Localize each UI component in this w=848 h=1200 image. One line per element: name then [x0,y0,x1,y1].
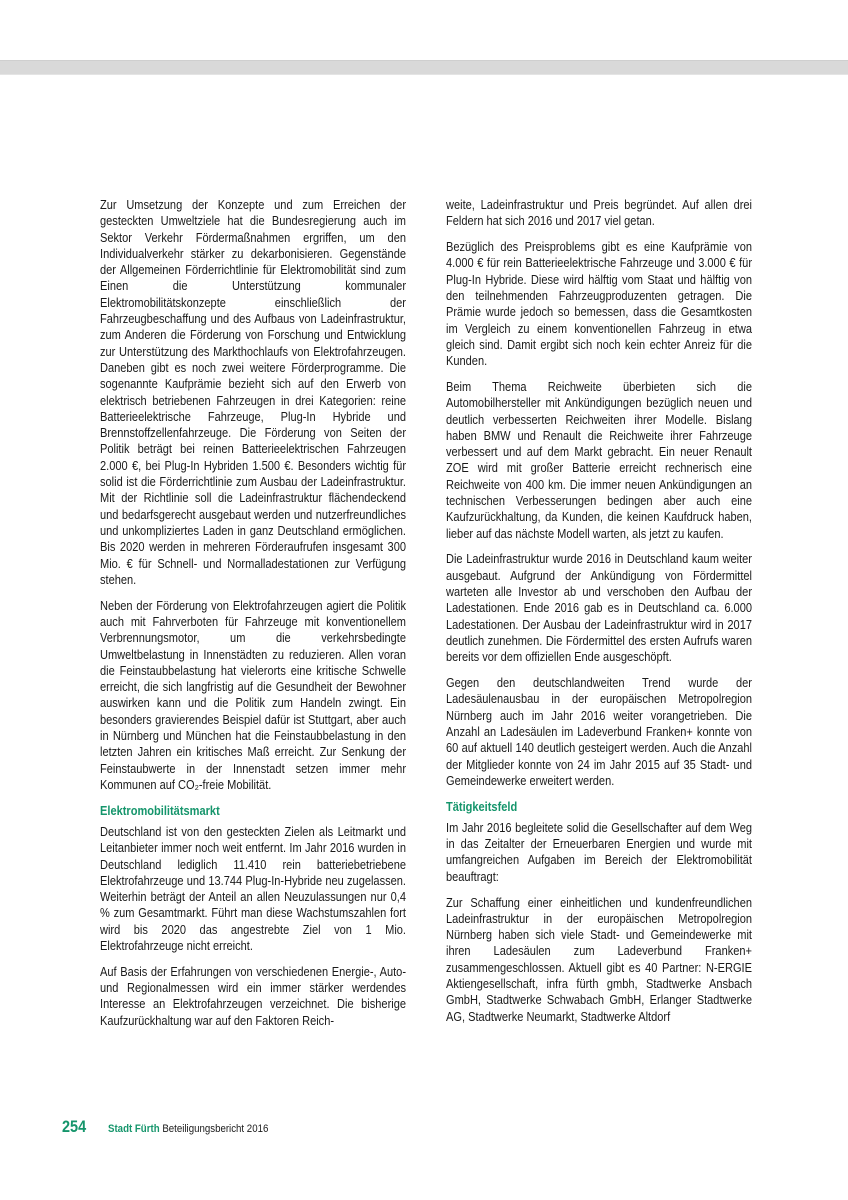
section-heading: Tätigkeitsfeld [446,798,518,814]
paragraph: weite, Ladeinfrastruktur und Preis begründet. Auf allen drei Feldern hat sich 2016 und 2017 viel getan. [446,197,752,229]
paragraph: Die Ladeinfrastruktur wurde 2016 in Deutschland kaum weiter ausgebaut. Aufgrund der Ankündigung von Fördermittel warteten alle Investor ab und verschoben den Aufbau der Ladestationen. Ende 2016 gab es in Deutschland ca. 6.000 Ladestationen. Der Ausbau der Ladeinfrastruktur wird in 2017 deutlich zunehmen. Die Fördermittel des ersten Aufrufs waren bereits vor dem offiziellen Ende ausgeschöpft. [446,551,752,665]
footer-text [108,1123,268,1135]
paragraph: Bezüglich des Preisproblems gibt es eine Kaufprämie von 4.000 € für rein Batterieelektrische Fahrzeuge und 3.000 € für Plug-In Hybride. Diese wird hälftig vom Staat und hälftig von den teilnehmenden Fahrzeugproduzenten getragen. Die Prämie wurde jedoch so bemessen, dass die Gesamtkosten im Vergleich zu einem konventionellen Fahrzeug in etwa gleich sind. Damit ergibt sich noch kein echter Anreiz für die Kunden. [446,239,752,369]
page-number: 254 [62,1117,87,1136]
section-heading: Elektromobilitätsmarkt [100,802,220,818]
paragraph: Zur Schaffung einer einheitlichen und kundenfreundlichen Ladeinfrastruktur in der europäischen Metropolregion Nürnberg haben sich viele Stadt- und Gemeindewerke mit ihren Ladesäulen zum Ladeverbund Franken+ zusammengeschlossen. Aktuell gibt es 40 Partner: N-ERGIE Aktiengesellschaft, infra fürth gmbh, Stadtwerke Ansbach GmbH, Stadtwerke Schwabach GmbH, Erlanger Stadtwerke AG, Stadtwerke Neumarkt, Stadtwerke Altdorf [446,894,752,1024]
footer-title: Beteiligungsbericht 2016 [162,1123,269,1135]
footer-publisher: Stadt Fürth [108,1123,161,1135]
paragraph: Deutschland ist von den gesteckten Zielen als Leitmarkt und Leitanbieter immer noch weit entfernt. Im Jahr 2016 wurden in Deutschland lediglich 11.410 rein batteriebetriebene Elektrofahrzeuge und 13.744 Plug-In-Hybride neu zugelassen. Weiterhin beträgt der Anteil an allen Neuzulassungen nur 0,4 % zum Gesamtmarkt. Führt man diese Wachstumszahlen fort wird bis 2020 das angestrebte Ziel von 1 Mio. Elektrofahrzeuge nicht erreicht. [100,823,406,954]
page-footer [62,1117,291,1137]
right-column [446,197,752,1034]
paragraph: Neben der Förderung von Elektrofahrzeugen agiert die Politik auch mit Fahrverboten für Fahrzeuge mit konventionellem Verbrennungsmotor, um die verkehrsbedingte Umweltbelastung in Innenstädten zu reduzieren. Allen voran die Feinstaubbelastung hat vielerorts eine kritische Schwelle erreicht, die sich langfristig auf die Gesundheit der Bewohner auswirken kann und die Politik zum Handeln zwingt. Ein besonders gravierendes Beispiel dafür ist Stuttgart, aber auch in Nürnberg und München hat die Feinstaubbelastung in den letzten Jahren ein kritisches Maß erreicht. Zur Senkung der Feinstaubwerte in der Innenstadt setzen immer mehr Kommunen auf CO₂-freie Mobilität. [100,597,406,792]
paragraph: Zur Umsetzung der Konzepte und zum Erreichen der gesteckten Umweltziele hat die Bundesregierung auch im Sektor Verkehr Fördermaßnahmen ergriffen, um den Individualverkehr stärker zu dekarbonisieren. Gegenstände der Allgemeinen Förderrichtlinie für Elektromobilität sind zum Einen die Unterstützung kommunaler Elektromobilitätskonzepte einschließlich der Fahrzeugbeschaffung und des Aufbaus von Ladeinfrastruktur, zum Anderen die Förderung von Forschung und Entwicklung zur Unterstützung des Markthochlaufs von Elektrofahrzeugen. Daneben gibt es noch zwei weitere Förderprogramme. Die sogenannte Kaufprämie bezieht sich auf den Erwerb von elektrisch betriebenen Fahrzeugen in drei Kategorien: reine Batterieelektrische Fahrzeuge, Plug-In Hybride und Brennstoffzellenfahrzeuge. Die Förderung von Seiten der Politik beträgt bei reinen Batterieelektrischen Fahrzeugen 2.000 €, bei Plug-In Hybriden 1.500 €. Besonders wichtig für solid ist die Förderrichtlinie zum Ausbau der Ladeinfrastruktur. Mit der Richtlinie soll die Ladeinfrastruktur flächendeckend und bedarfsgerecht ausgebaut werden und nutzerfreundliches und unkompliziertes Laden in ganz Deutschland ermöglichen. Bis 2020 werden in mehreren Förderaufrufen insgesamt 300 Mio. € für Schnell- und Normalladestationen zur Verfügung stehen. [100,197,406,587]
viewer-top-bar [0,60,848,75]
paragraph: Beim Thema Reichweite überbieten sich die Automobilhersteller mit Ankündigungen bezüglich neuen und deutlich verbesserten Reichweiten ihrer Modelle. Bislang haben BMW und Renault die Reichweite ihrer Fahrzeuge verbessert und auf dem Markt gebracht. Ein neuer Renault ZOE wird mit großer Batterie erreicht rechnerisch eine Reichweite von 400 km. Die immer neuen Ankündigungen an technischen Verbesserungen bedingen aber auch eine Kaufzurückhaltung, da Kunden, die keinen Kaufdruck haben, lieber auf das nächste Modell warten, als jetzt zu kaufen. [446,378,752,541]
paragraph: Im Jahr 2016 begleitete solid die Gesellschafter auf dem Weg in das Zeitalter der Erneuerbaren Energien und wurde mit umfangreichen Aufgaben im Bereich der Elektromobilität beauftragt: [446,819,752,884]
left-column [100,197,406,1039]
paragraph: Gegen den deutschlandweiten Trend wurde der Ladesäulenausbau in der europäischen Metropolregion Nürnberg auch im Jahr 2016 weiter vorangetrieben. Die Anzahl an Ladesäulen im Ladeverbund Franken+ konnte von 60 auf aktuell 140 deutlich gesteigert werden. Auch die Anzahl der Mitglieder konnte von 24 im Jahr 2015 auf 35 Stadt- und Gemeindewerke erweitert werden. [446,675,752,788]
paragraph: Auf Basis der Erfahrungen von verschiedenen Energie-, Auto- und Regionalmessen wird ein immer stärker werdendes Interesse an Elektrofahrzeugen verzeichnet. Die bisherige Kaufzurückhaltung war auf den Faktoren Reich- [100,963,406,1028]
